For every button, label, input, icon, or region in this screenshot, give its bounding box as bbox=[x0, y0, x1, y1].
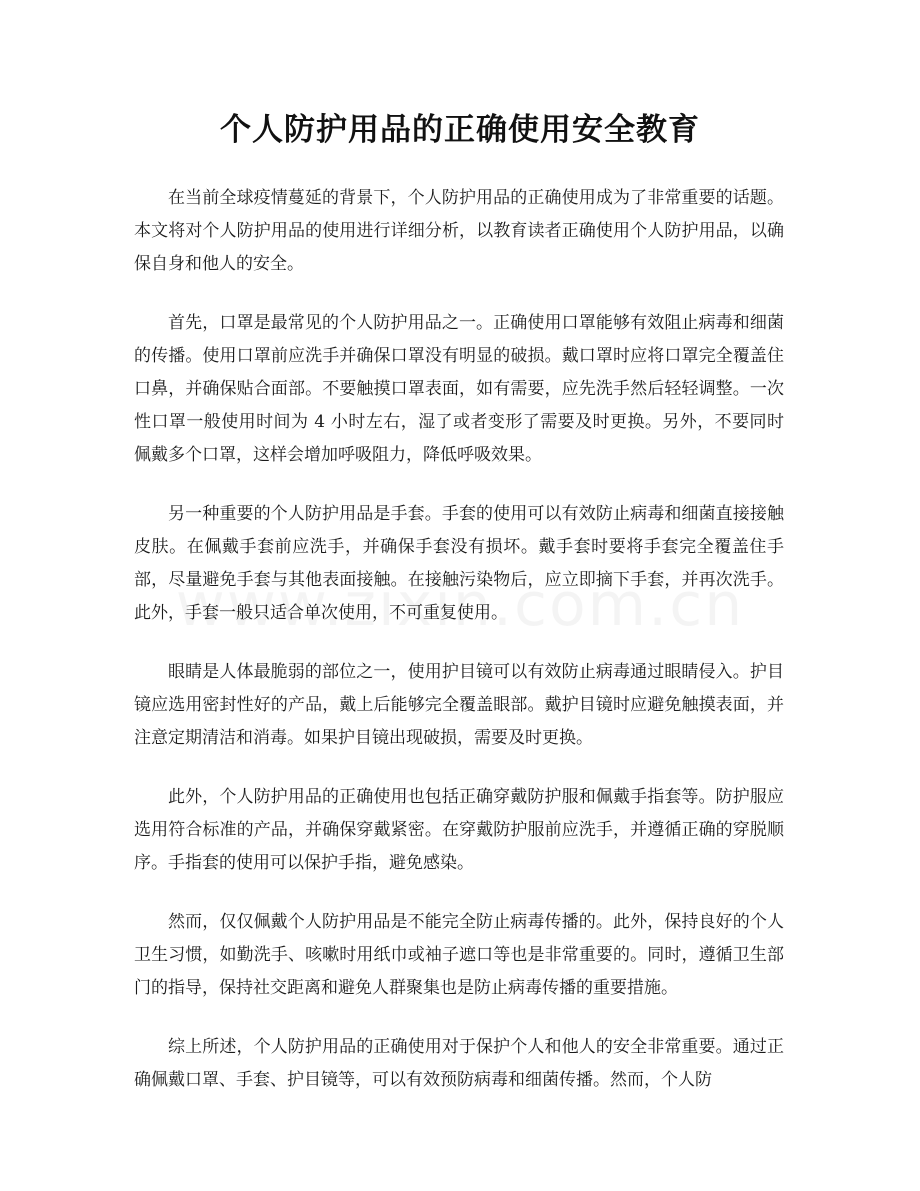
paragraph-conclusion: 综上所述，个人防护用品的正确使用对于保护个人和他人的安全非常重要。通过正确佩戴口罩、手套、护目镜等，可以有效预防病毒和细菌传播。然而，个人防 bbox=[134, 1037, 784, 1090]
paragraph-gloves: 另一种重要的个人防护用品是手套。手套的使用可以有效防止病毒和细菌直接接触皮肤。在佩戴手套前应洗手，并确保手套没有损坏。戴手套时要将手套完全覆盖住手部，尽量避免手套与其他表面接触。在接触污染物后，应立即摘下手套，并再次洗手。此外，手套一般只适合单次使用，不可重复使用。 bbox=[134, 504, 784, 623]
paragraph-goggles: 眼睛是人体最脆弱的部位之一，使用护目镜可以有效防止病毒通过眼睛侵入。护目镜应选用密封性好的产品，戴上后能够完全覆盖眼部。戴护目镜时应避免触摸表面，并注意定期清洁和消毒。如果护目镜出现破损，需要及时更换。 bbox=[134, 662, 784, 748]
document-body bbox=[134, 182, 784, 1123]
paragraph-intro: 在当前全球疫情蔓延的背景下，个人防护用品的正确使用成为了非常重要的话题。本文将对个人防护用品的使用进行详细分析，以教育读者正确使用个人防护用品，以确保自身和他人的安全。 bbox=[134, 188, 784, 274]
paragraph-hygiene: 然而，仅仅佩戴个人防护用品是不能完全防止病毒传播的。此外，保持良好的个人卫生习惯，如勤洗手、咳嗽时用纸巾或袖子遮口等也是非常重要的。同时，遵循卫生部门的指导，保持社交距离和避免人群聚集也是防止病毒传播的重要措施。 bbox=[134, 912, 784, 998]
paragraph-protective-suit: 此外，个人防护用品的正确使用也包括正确穿戴防护服和佩戴手指套等。防护服应选用符合标准的产品，并确保穿戴紧密。在穿戴防护服前应洗手，并遵循正确的穿脱顺序。手指套的使用可以保护手指，避免感染。 bbox=[134, 787, 784, 873]
paragraph-mask: 首先，口罩是最常见的个人防护用品之一。正确使用口罩能够有效阻止病毒和细菌的传播。使用口罩前应洗手并确保口罩没有明显的破损。戴口罩时应将口罩完全覆盖住口鼻，并确保贴合面部。不要触摸口罩表面，如有需要，应先洗手然后轻轻调整。一次性口罩一般使用时间为 4 小时左右，湿了或者变形了需要及时更换。另外，不要同时佩戴多个口罩，这样会增加呼吸阻力，降低呼吸效果。 bbox=[134, 313, 784, 465]
page-title: 个人防护用品的正确使用安全教育 bbox=[220, 112, 700, 148]
